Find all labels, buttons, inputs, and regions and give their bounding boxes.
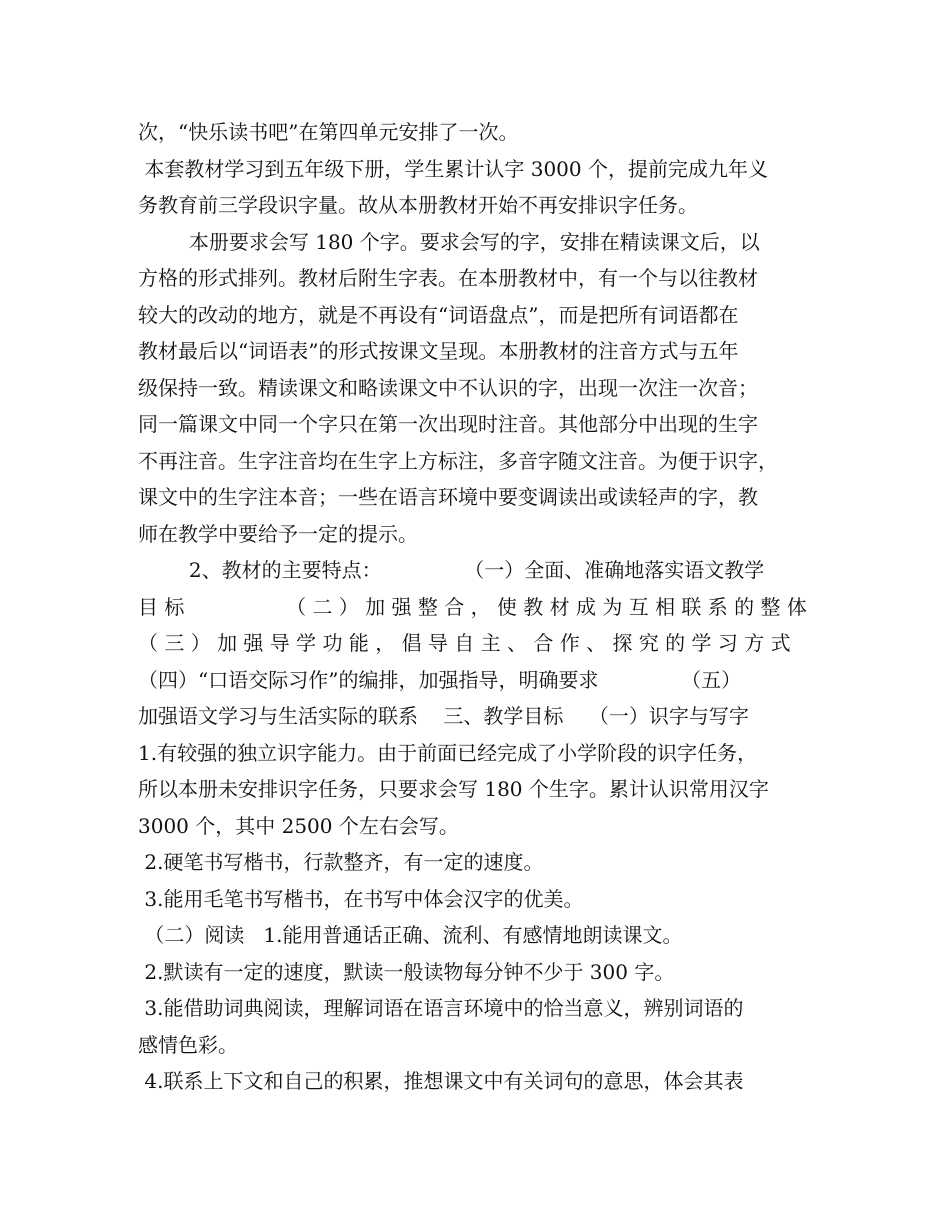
text-line: 师在教学中要给予一定的提示。 bbox=[138, 521, 418, 546]
text-line: 2、教材的主要特点： （一）全面、准确地落实语文教学 bbox=[138, 558, 765, 582]
text-line: 教材最后以“词语表”的形式按课文呈现。本册教材的注音方式与五年 bbox=[138, 339, 739, 363]
text-line: 本册要求会写 180 个字。要求会写的字，安排在精读课文后，以 bbox=[138, 229, 760, 254]
text-line: 务教育前三学段识字量。故从本册教材开始不再安排识字任务。 bbox=[138, 193, 698, 217]
text-line: 2.默读有一定的速度，默读一般读物每分钟不少于 300 字。 bbox=[138, 959, 675, 984]
text-line: 加强语文学习与生活实际的联系 三、教学目标 （一）识字与写字 bbox=[138, 704, 749, 728]
body-text bbox=[138, 114, 820, 1100]
text-line: （ 三 ） 加 强 导 学 功 能 ， 倡 导 自 主 、 合 作 、 探 究 的 学 习 方 式 bbox=[138, 631, 791, 655]
text-line: 3.能用毛笔书写楷书，在书写中体会汉字的优美。 bbox=[138, 886, 584, 911]
text-line: 本套教材学习到五年级下册，学生累计认字 3000 个，提前完成九年义 bbox=[138, 156, 768, 181]
text-line: 方格的形式排列。教材后附生字表。在本册教材中，有一个与以往教材 bbox=[138, 266, 758, 290]
text-line: （二）阅读 1.能用普通话正确、流利、有感情地朗读课文。 bbox=[138, 923, 683, 947]
text-line: 不再注音。生字注音均在生字上方标注，多音字随文注音。为便于识字， bbox=[138, 448, 778, 473]
text-line: 次，“快乐读书吧”在第四单元安排了一次。 bbox=[138, 120, 519, 144]
text-line: 同一篇课文中同一个字只在第一次出现时注音。其他部分中出现的生字 bbox=[138, 412, 758, 436]
text-line: 1.有较强的独立识字能力。由于前面已经完成了小学阶段的识字任务， bbox=[138, 740, 758, 765]
text-line: 4.联系上下文和自己的积累，推想课文中有关词句的意思，体会其表 bbox=[138, 1069, 744, 1093]
text-line: 较大的改动的地方，就是不再设有“词语盘点”，而是把所有词语都在 bbox=[138, 302, 739, 327]
text-line: 目 标 （ 二 ） 加 强 整 合 ， 使 教 材 成 为 互 相 联 系 的 整 体 bbox=[138, 594, 807, 619]
text-line: 2.硬笔书写楷书，行款整齐，有一定的速度。 bbox=[138, 850, 544, 874]
text-line: 课文中的生字注本音；一些在语言环境中要变调读出或读轻声的字，教 bbox=[138, 485, 758, 509]
text-line: 3.能借助词典阅读，理解词语在语言环境中的恰当意义，辨别词语的 bbox=[138, 996, 744, 1020]
text-line: 级保持一致。精读课文和略读课文中不认识的字，出现一次注一次音； bbox=[138, 375, 758, 400]
text-line: （四）“口语交际习作”的编排，加强指导，明确要求 （五） bbox=[138, 667, 742, 692]
text-line: 感情色彩。 bbox=[138, 1032, 238, 1057]
text-line: 所以本册未安排识字任务，只要求会写 180 个生字。累计认识常用汉字 bbox=[138, 777, 769, 801]
text-line: 3000 个，其中 2500 个左右会写。 bbox=[138, 813, 459, 838]
